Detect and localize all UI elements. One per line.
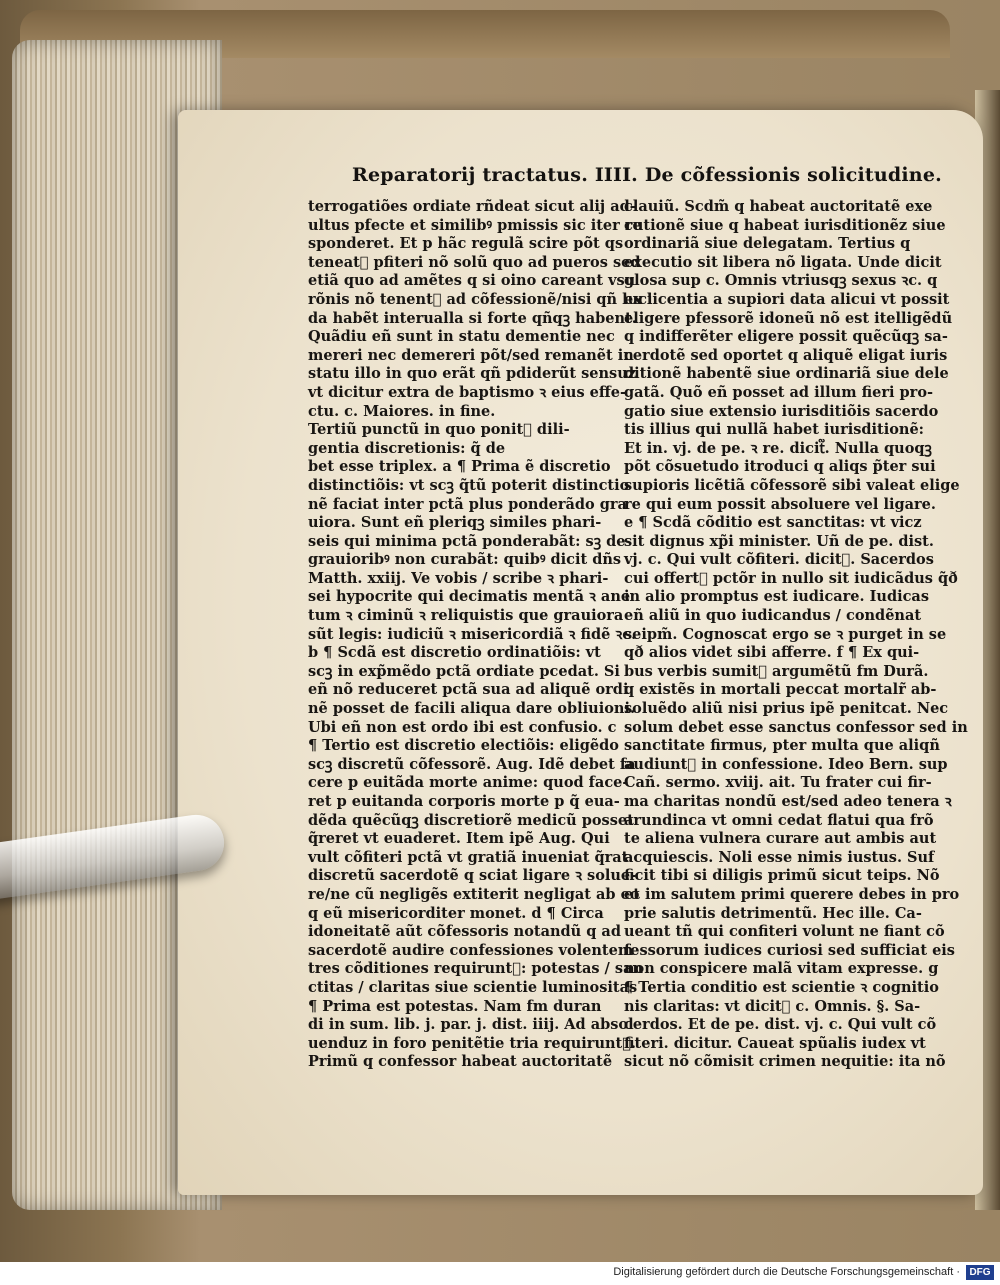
- text-line: cutionẽ siue q habeat iurisditionẽz siue: [624, 216, 946, 234]
- text-line: ¶ Tertio est discretio electiõis: eligẽdo: [308, 737, 619, 755]
- text-line: sacerdotẽ audire confessiones volentem: [308, 941, 634, 959]
- text-line: soluẽdo aliũ nisi prius ipẽ penitcat. Nec: [624, 700, 949, 718]
- text-line: rõnis nõ tenent᷑ ad cõfessionẽ/nisi qñ luci: [308, 290, 653, 308]
- text-line: q̃reret vt euaderet. Item ipẽ Aug. Qui: [308, 830, 610, 848]
- text-line: cerdotẽ sed oportet q aliquẽ eligat iuris: [624, 346, 948, 364]
- text-line: cerdos. Et de pe. dist. vj. c. Qui vult cõ: [624, 1016, 937, 1034]
- text-line: tres cõditiones requirunt᷑: potestas / san: [308, 960, 644, 978]
- text-line: sit dignus xp̃i minister. Uñ de pe. dist.: [624, 532, 934, 550]
- text-line: sũt legis: iudiciũ ꝛ misericordiã ꝛ fidẽ ꝛc.: [308, 625, 637, 643]
- text-line: Et in. vj. de pe. ꝛ re. dicit᷑. Nulla quoqꝫ: [624, 439, 932, 457]
- text-line: idoneitatẽ aũt cõfessoris notandũ q ad: [308, 923, 621, 941]
- text-line: terrogatiões ordiate rñdeat sicut alij ad-: [308, 198, 636, 215]
- text-line: distinctiõis: vt scꝫ q̃tũ poterit distinctio: [308, 476, 630, 494]
- text-line: ex licentia a supiori data alicui vt possit: [624, 290, 950, 308]
- text-line: nẽ posset de facili aliqua dare obliuioni.: [308, 700, 636, 718]
- text-line: supioris licẽtiã cõfessorẽ sibi valeat elige: [624, 476, 960, 494]
- text-line: ¶ Tertia conditio est scientie ꝛ cognitio: [624, 978, 939, 996]
- footer-bar: [0, 1262, 1000, 1285]
- text-line: sanctitate firmus, pter multa que aliqñ: [624, 737, 940, 755]
- text-line: seis qui minima pctã ponderabãt: sꝫ de: [308, 532, 626, 550]
- text-line: vj. c. Qui vult cõfiteri. dicit᷑. Sacerdos: [624, 551, 934, 569]
- text-line: te aliena vulnera curare aut ambis aut: [624, 830, 937, 848]
- right-text-column: [624, 198, 968, 1072]
- text-line: in alio promptus est iudicare. Iudicas: [624, 588, 929, 606]
- text-line: uiora. Sunt eñ pleriqꝫ similes phari-: [308, 514, 602, 532]
- text-line: Tertiũ punctũ in quo ponit᷑ dili-: [308, 421, 570, 439]
- text-line: vt dicitur extra de baptismo ꝛ eius effe-: [308, 383, 627, 401]
- funding-credit: Digitalisierung gefördert durch die Deutsche Forschungsgemeinschaft ·: [613, 1266, 960, 1278]
- text-line: q existẽs in mortali peccat mortalr̃ ab-: [624, 681, 937, 699]
- text-line: seipm̃. Cognoscat ergo se ꝛ purget in se: [624, 625, 947, 643]
- text-line: grauioribꝰ non curabãt: quibꝰ dicit dñs: [308, 551, 622, 569]
- text-line: scꝫ discretũ cõfessorẽ. Aug. Idẽ debet fa: [308, 755, 636, 773]
- text-line: dẽda quẽcũqꝫ discretiorẽ medicũ posset: [308, 811, 634, 829]
- text-line: Cañ. sermo. xviij. ait. Tu frater cui fir-: [624, 774, 932, 792]
- text-line: ma charitas nondũ est/sed adeo tenera ꝛ: [624, 793, 952, 810]
- text-line: glosa sup c. Omnis vtriusqꝫ sexus ꝛc. q: [624, 272, 938, 290]
- text-line: tum ꝛ ciminũ ꝛ reliquistis que grauiora: [308, 607, 624, 625]
- text-line: eñ nõ reduceret pctã sua ad aliquẽ ordi: [308, 681, 629, 699]
- text-line: nis claritas: vt dicit᷑ c. Omnis. §. Sa-: [624, 997, 921, 1015]
- text-line: etiã quo ad amẽtes q si oino careant vsu: [308, 272, 636, 290]
- text-line: eligere pfessorẽ idoneũ nõ est itelligẽdũ: [624, 309, 953, 327]
- text-line: clauiũ. Scdm̃ q habeat auctoritatẽ exe: [624, 198, 933, 215]
- text-line: re/ne cũ negligẽs extiterit negligat ab eo: [308, 885, 640, 903]
- text-line: fiteri. dicitur. Caueat spũalis iudex vt: [624, 1034, 926, 1052]
- text-line: sicut nõ cõmisit crimen nequitie: ita nõ: [624, 1053, 946, 1071]
- text-line: uenduz in foro penitẽtie tria requirunt᷑.: [308, 1034, 636, 1052]
- running-head: Reparatorij tractatus. IIII. De cõfessionis solicitudine.: [352, 164, 942, 186]
- text-line: bet esse triplex. a ¶ Prima ẽ discretio: [308, 458, 611, 476]
- text-line: gatio siue extensio iurisditiõis sacerdo: [624, 402, 939, 420]
- left-text-column: [308, 198, 653, 1072]
- text-line: bus verbis sumit᷑ argumẽtũ fm Durã.: [624, 662, 929, 680]
- text-line: Quãdiu eñ sunt in statu dementie nec: [308, 328, 615, 346]
- text-line: et im salutem primi querere debes in pro: [624, 885, 960, 903]
- text-line: ret p euitanda corporis morte p q̃ eua-: [308, 793, 620, 810]
- text-line: gentia discretionis: q̃ de: [308, 439, 506, 457]
- text-line: põt cõsuetudo itroduci q aliqs p̃ter sui: [624, 458, 936, 476]
- dfg-logo: DFG: [966, 1265, 994, 1280]
- text-line: non conspicere malã vitam expresse. g: [624, 960, 939, 978]
- text-line: nẽ faciat inter pctã plus ponderãdo gra: [308, 495, 627, 513]
- text-line: b ¶ Scdã est discretio ordinatiõis: vt: [308, 644, 601, 662]
- text-line: ordinariã siue delegatam. Tertius q: [624, 235, 911, 253]
- text-line: qð alios videt sibi afferre. f ¶ Ex qui-: [624, 644, 920, 662]
- text-line: Matth. xxiij. Ve vobis / scribe ꝛ phari-: [308, 569, 609, 587]
- text-line: Ubi eñ non est ordo ibi est confusio. c: [308, 718, 617, 736]
- text-line: tis illius qui nullã habet iurisditionẽ:: [624, 421, 925, 439]
- text-line: e ¶ Scdã cõditio est sanctitas: vt vicz: [624, 514, 922, 532]
- text-line: sei hypocrite qui decimatis mentã ꝛ ane: [308, 588, 631, 606]
- text-line: scꝫ in exp̃mẽdo pctã ordiate pcedat. Si: [308, 662, 620, 680]
- text-line: executio sit libera nõ ligata. Unde dicit: [624, 253, 942, 271]
- text-line: mereri nec demereri põt/sed remanẽt in: [308, 346, 634, 364]
- text-line: gatã. Quõ eñ posset ad illum fieri pro-: [624, 383, 934, 401]
- text-line: ueant tñ qui confiteri volunt ne fiant cõ: [624, 923, 945, 941]
- text-line: ctu. c. Maiores. in fine.: [308, 402, 496, 420]
- text-line: cere p euitãda morte anime: quod face-: [308, 774, 629, 792]
- text-line: ¶ Prima est potestas. Nam fm duran: [308, 997, 602, 1015]
- text-line: ctitas / claritas siue scientie luminositas: [308, 978, 638, 996]
- text-line: eñ aliũ in quo iudicandus / condẽnat: [624, 607, 922, 625]
- text-line: audiunt᷑ in confessione. Ideo Bern. sup: [624, 755, 948, 773]
- text-line: prie salutis detrimentũ. Hec ille. Ca-: [624, 904, 922, 922]
- text-line: ditionẽ habentẽ siue ordinariã siue dele: [624, 365, 949, 383]
- text-line: teneat᷑ pfiteri nõ solũ quo ad pueros sed: [308, 253, 641, 271]
- text-line: re qui eum possit absoluere vel ligare.: [624, 495, 936, 513]
- text-line: q indifferẽter eligere possit quẽcũqꝫ sa-: [624, 328, 948, 346]
- text-line: ficit tibi si diligis primũ sicut teips. Nõ: [624, 867, 940, 885]
- text-line: Primũ q confessor habeat auctoritatẽ: [308, 1053, 613, 1071]
- text-line: sponderet. Et p hãc regulã scire põt qs: [308, 235, 624, 253]
- text-line: arundinca vt omni cedat flatui qua frõ: [624, 811, 934, 829]
- text-line: acquiescis. Noli esse nimis iustus. Suf: [624, 848, 935, 866]
- text-line: da habẽt interualla si forte qñqꝫ habent.: [308, 309, 637, 327]
- text-line: cui offert᷑ pctõr in nullo sit iudicãdus q̃ð: [624, 569, 958, 587]
- text-line: vult cõfiteri pctã vt gratiã inueniat q̃rat: [308, 848, 629, 866]
- text-line: discretũ sacerdotẽ q sciat ligare ꝛ solue-: [308, 867, 637, 885]
- text-line: statu illo in quo erãt qñ pdiderũt sensuz: [308, 365, 636, 383]
- text-line: solum debet esse sanctus confessor sed in: [624, 718, 968, 736]
- text-line: ultus pfecte et similibꝰ pmissis sic iter re: [308, 216, 642, 234]
- text-line: q eũ misericorditer monet. d ¶ Circa: [308, 904, 604, 922]
- text-line: di in sum. lib. j. par. j. dist. iiij. Ad absol: [308, 1016, 634, 1034]
- text-line: fessorum iudices curiosi sed sufficiat eis: [624, 941, 955, 959]
